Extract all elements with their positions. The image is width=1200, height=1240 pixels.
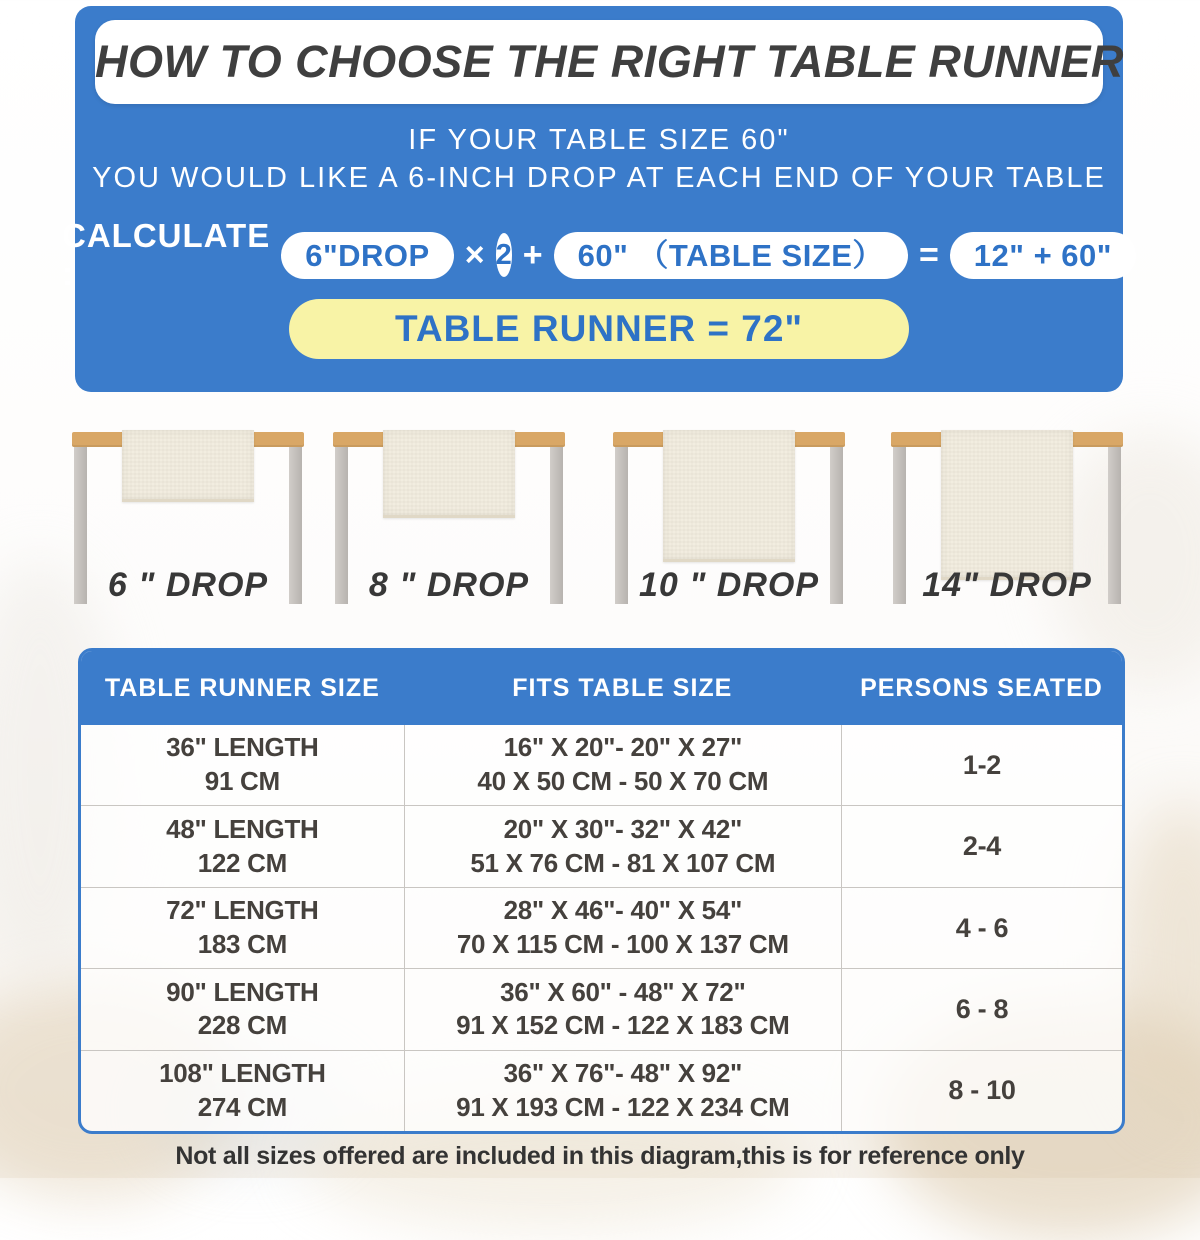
runner-size-cell <box>81 806 404 886</box>
table-row <box>81 887 1122 968</box>
plus-operator: + <box>522 235 543 274</box>
fits-table-cm: 91 X 193 CM - 122 X 234 CM <box>456 1091 790 1122</box>
table-body <box>81 725 1122 1131</box>
fits-table-inches: 28" X 46"- 40" X 54" <box>503 895 743 926</box>
fits-table-cell <box>404 725 841 805</box>
runner-size-cell <box>81 725 404 805</box>
fits-table-cm: 70 X 115 CM - 100 X 137 CM <box>456 929 789 960</box>
table-runner-graphic <box>383 430 515 518</box>
multiply-operator: × <box>464 235 485 274</box>
table-row <box>81 805 1122 886</box>
fits-table-cell <box>404 1051 841 1131</box>
fits-table-cell <box>404 888 841 968</box>
drop-label: 8 " DROP <box>368 566 530 604</box>
fits-table-cm: 91 X 152 CM - 122 X 183 CM <box>456 1010 790 1041</box>
equals-operator: = <box>918 235 939 274</box>
column-header-runner-size: TABLE RUNNER SIZE <box>104 673 380 702</box>
page-title: HOW TO CHOOSE THE RIGHT TABLE RUNNER <box>95 36 1124 87</box>
fits-table-inches: 16" X 20"- 20" X 27" <box>503 732 743 763</box>
table-row <box>81 968 1122 1049</box>
multiplier-circle: 2 <box>496 233 512 277</box>
sum-pill: 12" + 60" <box>950 232 1136 279</box>
fits-table-inches: 20" X 30"- 32" X 42" <box>503 813 743 844</box>
persons-seated-cell: 1-2 <box>841 725 1122 805</box>
subtitle-line-1: IF YOUR TABLE SIZE 60" <box>408 124 790 156</box>
persons-seated-cell: 2-4 <box>841 806 1122 886</box>
table-header-row <box>81 651 1122 725</box>
drop-label: 10 " DROP <box>638 566 820 604</box>
size-reference-table <box>78 648 1125 1134</box>
title-banner <box>95 20 1124 104</box>
subtitle-line-2: YOU WOULD LIKE A 6-INCH DROP AT EACH END OF YOUR TABLE <box>92 162 1106 194</box>
fits-table-cm: 40 X 50 CM - 50 X 70 CM <box>477 766 769 797</box>
table-row <box>81 725 1122 805</box>
drop-illustrations <box>0 430 1200 630</box>
fits-table-cm: 51 X 76 CM - 81 X 107 CM <box>470 847 776 878</box>
persons-seated-cell: 6 - 8 <box>841 969 1122 1049</box>
runner-size-cm: 228 CM <box>197 1010 287 1041</box>
runner-size-cm: 91 CM <box>204 766 280 797</box>
drop-label: 14" DROP <box>922 566 1092 604</box>
fits-table-cell <box>404 969 841 1049</box>
runner-size-cell <box>81 888 404 968</box>
table-size-pill: 60" （TABLE SIZE） <box>554 232 908 279</box>
runner-size-inches: 48" LENGTH <box>166 813 319 844</box>
drop-illustration-8in <box>333 430 565 620</box>
persons-seated-cell: 8 - 10 <box>841 1051 1122 1131</box>
runner-size-inches: 36" LENGTH <box>166 732 319 763</box>
disclaimer-note: Not all sizes offered are included in this diagram,this is for reference only <box>175 1142 1025 1170</box>
calculation-formula-row <box>62 217 1123 292</box>
runner-size-cm: 274 CM <box>197 1091 287 1122</box>
drop-label: 6 " DROP <box>107 566 269 604</box>
runner-size-cm: 122 CM <box>197 847 287 878</box>
fits-table-inches: 36" X 60" - 48" X 72" <box>500 976 746 1007</box>
persons-seated-cell: 4 - 6 <box>841 888 1122 968</box>
runner-size-inches: 90" LENGTH <box>166 976 319 1007</box>
calculate-label: CALCULATE : <box>62 217 271 292</box>
fits-table-inches: 36" X 76"- 48" X 92" <box>503 1058 743 1089</box>
runner-size-inches: 72" LENGTH <box>166 895 319 926</box>
drop-illustration-10in <box>613 430 845 620</box>
drop-illustration-14in <box>891 430 1123 620</box>
runner-size-inches: 108" LENGTH <box>159 1058 326 1089</box>
table-runner-graphic <box>663 430 795 562</box>
table-runner-graphic <box>122 430 254 502</box>
drop-value-pill: 6"DROP <box>281 232 454 279</box>
fits-table-cell <box>404 806 841 886</box>
runner-size-cell <box>81 1051 404 1131</box>
runner-size-cm: 183 CM <box>197 929 287 960</box>
column-header-persons: PERSONS SEATED <box>860 673 1103 702</box>
column-header-fits-table: FITS TABLE SIZE <box>512 673 733 702</box>
table-runner-graphic <box>941 430 1073 580</box>
drop-illustration-6in <box>72 430 304 620</box>
table-row <box>81 1050 1122 1131</box>
runner-size-cell <box>81 969 404 1049</box>
instruction-panel <box>62 6 1124 392</box>
result-banner: TABLE RUNNER = 72" <box>289 299 909 359</box>
